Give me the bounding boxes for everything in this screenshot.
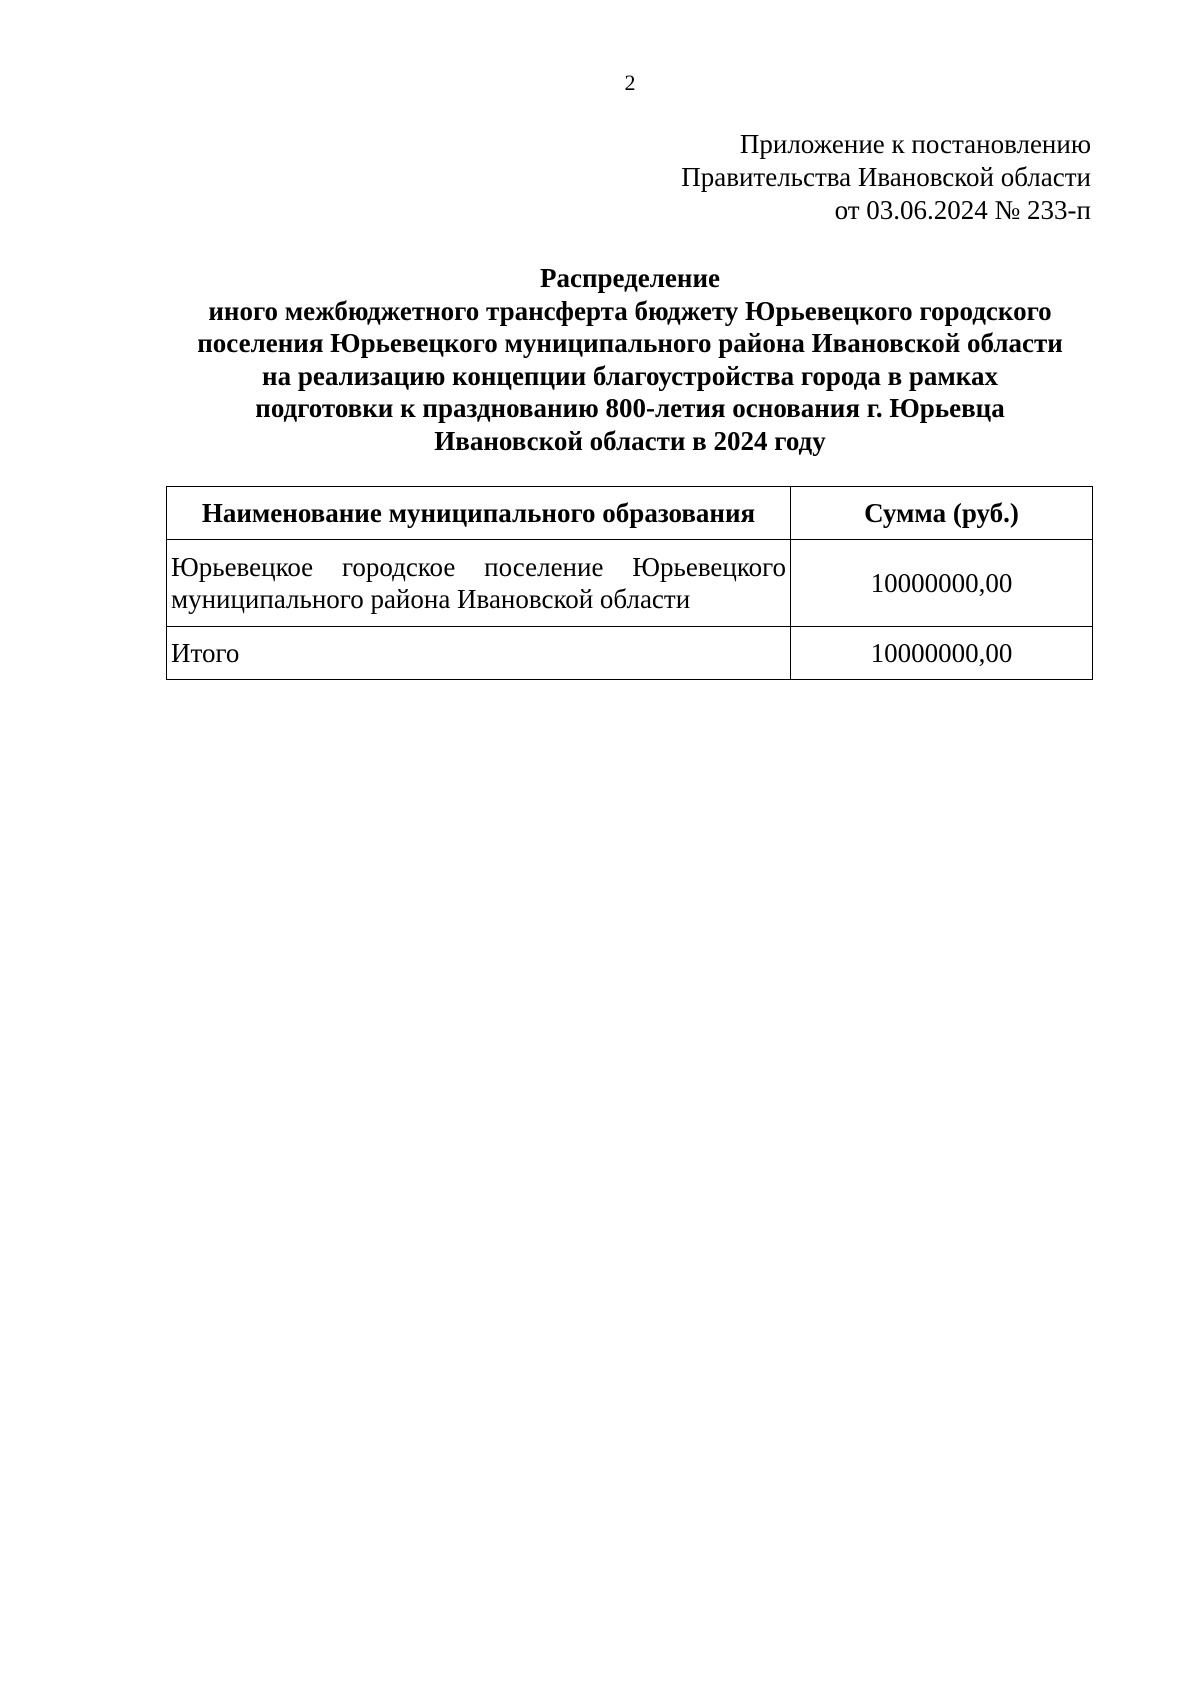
- page-number: 2: [624, 70, 636, 95]
- appendix-line: Правительства Ивановской области: [681, 162, 1091, 192]
- title-line: подготовки к празднованию 800-летия основания г. Юрьевца: [255, 393, 1005, 424]
- title-line: Ивановской области в 2024 году: [434, 425, 826, 456]
- municipality-name: Юрьевецкое городское поселение Юрьевецкого муниципального района Ивановской области: [167, 540, 791, 627]
- table-total-row: [167, 627, 1093, 680]
- table-header-row: [167, 487, 1093, 540]
- title-line: Распределение: [539, 263, 721, 293]
- transfer-sum: 10000000,00: [791, 540, 1093, 627]
- appendix-reference: [681, 128, 1091, 227]
- distribution-table: [166, 486, 1093, 680]
- title-line: поселения Юрьевецкого муниципального района Ивановской области: [197, 328, 1063, 359]
- total-label: Итого: [167, 627, 791, 680]
- title-line: иного межбюджетного трансферта бюджету Юрьевецкого городского: [208, 295, 1052, 326]
- appendix-date-number: от 03.06.2024 № 233-п: [834, 195, 1091, 225]
- appendix-line: Приложение к постановлению: [739, 129, 1091, 159]
- table-row: [167, 540, 1093, 627]
- total-sum: 10000000,00: [791, 627, 1093, 680]
- document-title: [160, 262, 1100, 458]
- title-line: на реализацию концепции благоустройства города в рамках: [262, 360, 998, 391]
- header-sum: Сумма (руб.): [791, 487, 1093, 540]
- header-municipality: Наименование муниципального образования: [167, 487, 791, 540]
